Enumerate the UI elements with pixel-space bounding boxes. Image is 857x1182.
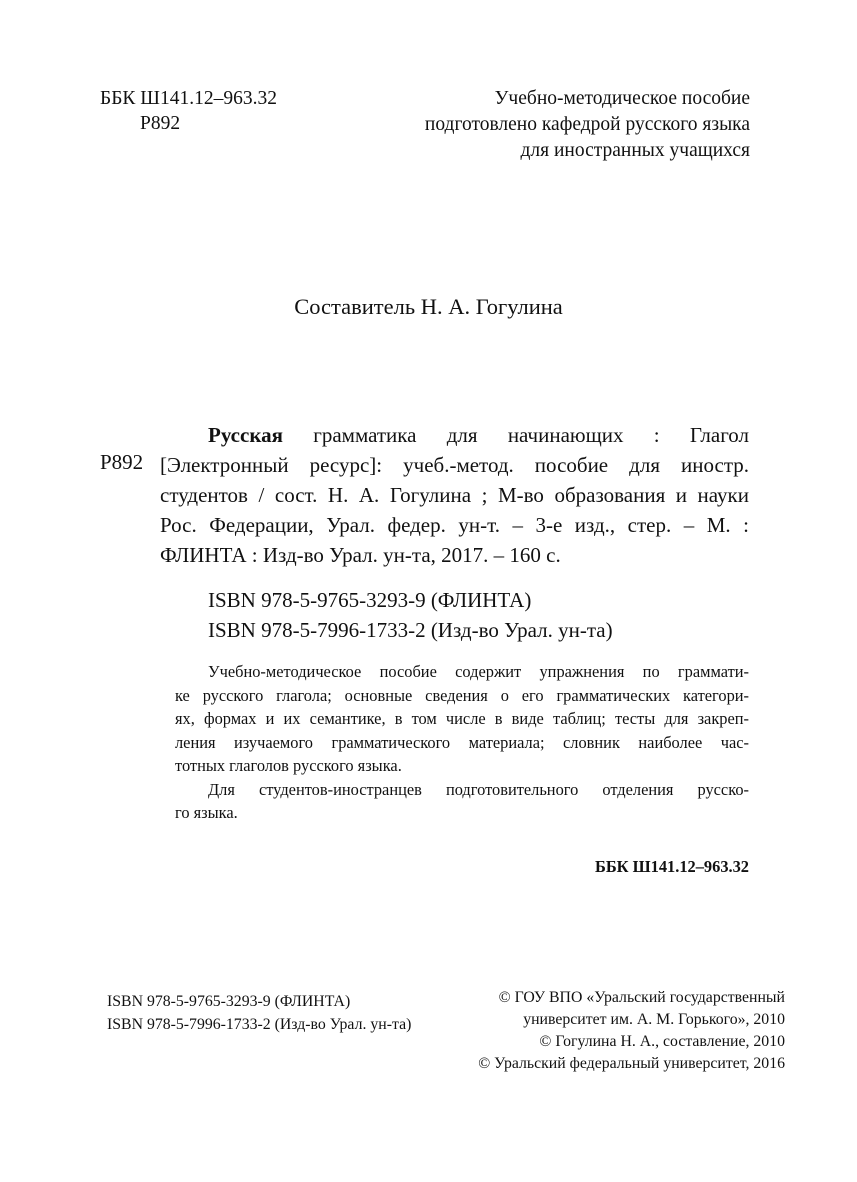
publication-note: [425, 86, 750, 164]
record-author-mark: Р892: [100, 450, 144, 474]
abstract-line: ях, формах и их семантике, в том числе в виде таблиц; тесты для закреп-: [175, 709, 749, 728]
isbn-line: ISBN 978-5-9765-3293-9 (ФЛИНТА): [208, 588, 532, 612]
note-line: Учебно-методическое пособие: [494, 88, 750, 109]
copyright-line: © Гогулина Н. А., составление, 2010: [539, 1033, 785, 1050]
record-line: ФЛИНТА : Изд-во Урал. ун-та, 2017. – 160 с.: [160, 543, 561, 567]
bbk-classification-top: [100, 86, 277, 136]
record-line: Рос. Федерации, Урал. федер. ун-т. – 3-е изд., стер. – М. :: [160, 513, 749, 537]
isbn-line: ISBN 978-5-7996-1733-2 (Изд-во Урал. ун-та): [208, 618, 613, 642]
record-title-rest: грамматика для начинающих : Глагол: [282, 423, 749, 447]
author-mark: Р892: [140, 113, 181, 134]
note-line: для иностранных учащихся: [520, 140, 750, 161]
copyright-line: © Уральский федеральный университет, 2016: [478, 1055, 785, 1072]
abstract-line: ке русского глагола; основные сведения о его грамматических категори-: [175, 685, 749, 705]
isbn-footer-line: ISBN 978-5-7996-1733-2 (Изд-во Урал. ун-та): [107, 1016, 412, 1033]
abstract-line: Для студентов-иностранцев подготовительного отделения русско-: [208, 779, 749, 799]
compiler-credit: Составитель Н. А. Гогулина: [294, 294, 563, 319]
abstract-line: Учебно-методическое пособие содержит упражнения по граммати-: [208, 662, 749, 681]
abstract-line: го языка.: [175, 803, 238, 822]
record-line: [Электронный ресурс]: учеб.-метод. пособие для иностр.: [160, 453, 749, 477]
abstract: [175, 660, 749, 825]
abstract-line: ления изучаемого грамматического материала; словник наиболее час-: [175, 732, 749, 752]
copyright-block: [478, 987, 785, 1075]
record-line: студентов / сост. Н. А. Гогулина ; М-во образования и науки: [160, 483, 749, 507]
abstract-line: тотных глаголов русского языка.: [175, 756, 402, 775]
bbk-code: ББК Ш141.12–963.32: [100, 88, 277, 109]
bbk-classification-bottom: ББК Ш141.12–963.32: [595, 857, 749, 876]
isbn-footer-line: ISBN 978-5-9765-3293-9 (ФЛИНТА): [107, 993, 351, 1010]
copyright-line: © ГОУ ВПО «Уральский государственный: [498, 989, 785, 1006]
record-line: [160, 420, 749, 450]
record-title-bold: Русская: [208, 423, 283, 447]
copyright-line: университет им. А. М. Горького», 2010: [523, 1011, 785, 1028]
isbn-block: [208, 585, 613, 645]
isbn-footer: [107, 990, 411, 1036]
note-line: подготовлено кафедрой русского языка: [424, 114, 750, 135]
bibliographic-record: [160, 420, 749, 570]
